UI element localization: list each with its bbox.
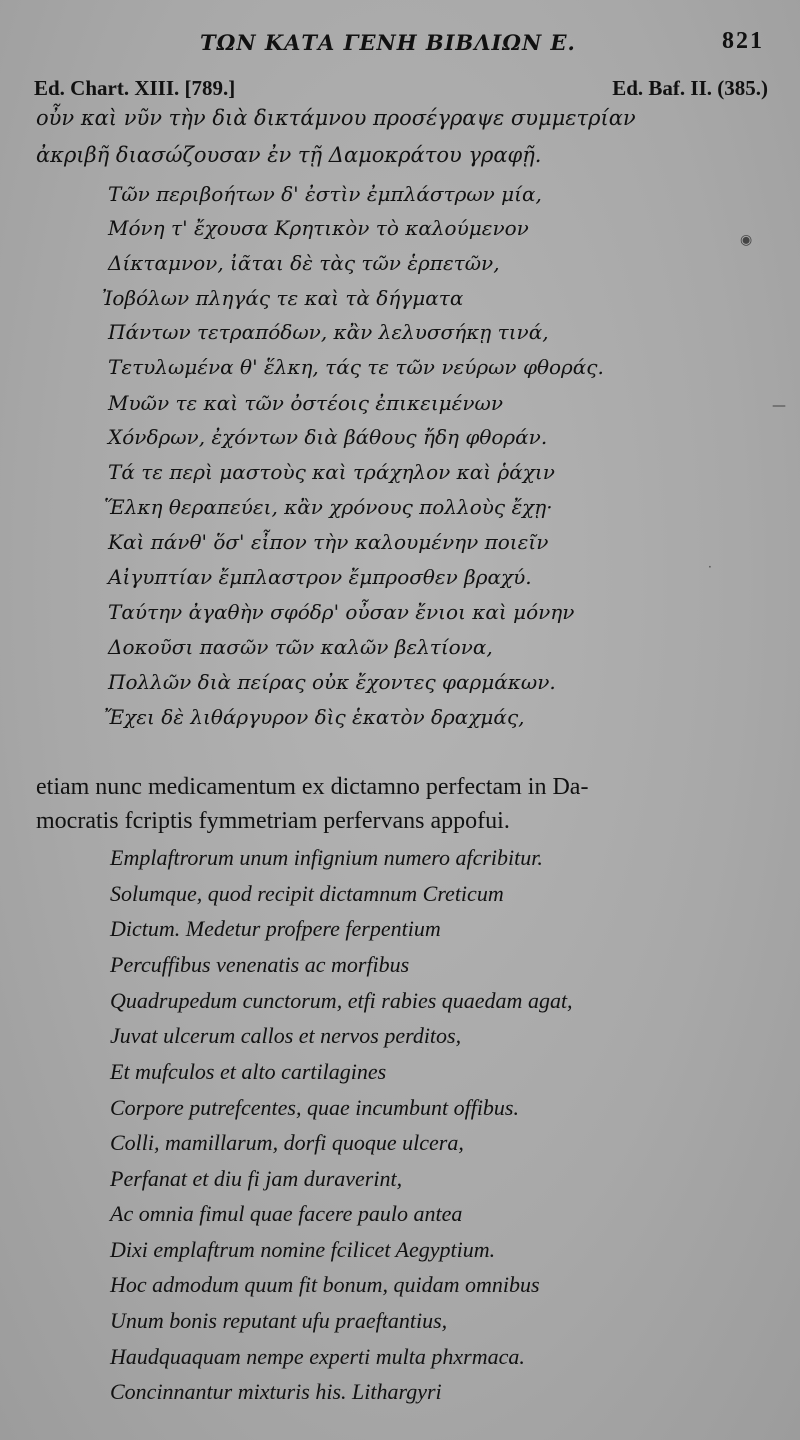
greek-verse-line: Δίκταμνον, ἰᾶται δὲ τὰς τῶν ἑρπετῶν, [108,251,500,275]
latin-verse-line: Perfanat et diu fi jam duraverint, [110,1166,403,1191]
page-number: 821 [722,28,764,54]
greek-prose-line: ἀκριβῆ διασώζουσαν ἐν τῇ Δαμοκράτου γραφῇ. [36,143,542,167]
latin-verse-line: Haudquaquam nempe experti multa phxrmaca. [110,1344,525,1369]
bleed-through-mark: — [772,398,786,414]
greek-verse-line: Χόνδρων, ἐχόντων διὰ βάθους ἤδη φθοράν. [108,425,548,449]
greek-verse-line: Τά τε περὶ μαστοὺς καὶ τράχηλον καὶ ῥάχιν [108,460,555,484]
edition-chart-reference: Ed. Chart. XIII. [789.] [34,76,236,100]
greek-verse-line: Ἕλκη θεραπεύει, κἂν χρόνους πολλοὺς ἔχῃ· [104,495,553,519]
greek-verse-line: Πάντων τετραπόδων, κἂν λελυσσήκῃ τινά, [108,320,549,344]
greek-prose-line: οὖν καὶ νῦν τὴν διὰ δικτάμνου προσέγραψε συμμετρίαν [36,106,636,130]
latin-verse-line: Ac omnia fimul quae facere paulo antea [110,1201,463,1226]
running-head [0,30,800,60]
greek-verse-line: Ταύτην ἀγαθὴν σφόδρ' οὖσαν ἔνιοι καὶ μόνην [108,600,575,624]
greek-verse-line: Ἔχει δὲ λιθάργυρον δὶς ἑκατὸν δραχμάς, [104,705,525,729]
latin-verse-line: Colli, mamillarum, dorfi quoque ulcera, [110,1130,464,1155]
latin-verse-line: Percuffibus venenatis ac morfibus [110,952,410,977]
edition-reference-line [34,76,768,106]
greek-verse-line: Ἰοβόλων πληγάς τε καὶ τὰ δήγματα [102,286,464,310]
latin-verse-line: Dictum. Medetur profpere ferpentium [110,916,441,941]
latin-verse-line: Quadrupedum cunctorum, etfi rabies quaedam agat, [110,988,573,1013]
latin-verse-line: Emplaftrorum unum infignium numero afcribitur. [110,845,543,870]
latin-verse-line: Solumque, quod recipit dictamnum Creticum [110,881,504,906]
greek-verse-line: Μόνη τ' ἔχουσα Κρητικὸν τὸ καλούμενον [108,216,529,240]
latin-verse-line: Hoc admodum quum fit bonum, quidam omnibus [110,1272,540,1297]
running-head-title: ΤΩΝ ΚΑΤΑ ΓΕΝΗ ΒΙΒΛΙΩΝ Ε. [200,30,576,55]
greek-verse-line: Καὶ πάνθ' ὅσ' εἶπον τὴν καλουμένην ποιεῖν [108,530,549,554]
bleed-through-mark: ◉ [740,232,753,248]
greek-verse-line: Πολλῶν διὰ πείρας οὐκ ἔχοντες φαρμάκων. [108,670,556,694]
latin-verse-line: Unum bonis reputant ufu praeftantius, [110,1308,448,1333]
greek-verse-line: Αἰγυπτίαν ἔμπλαστρον ἔμπροσθεν βραχύ. [108,565,532,589]
edition-basel-reference: Ed. Baf. II. (385.) [612,76,768,100]
greek-verse-line: Τῶν περιβοήτων δ' ἐστὶν ἐμπλάστρων μία, [108,182,542,206]
bleed-through-mark: · [708,560,712,574]
greek-verse-line: Τετυλωμένα θ' ἕλκη, τάς τε τῶν νεύρων φθοράς. [108,355,604,379]
latin-prose-line: mocratis fcriptis fymmetriam perfervans appofui. [36,808,510,834]
latin-verse-line: Et mufculos et alto cartilagines [110,1059,387,1084]
latin-verse-line: Corpore putrefcentes, quae incumbunt offibus. [110,1095,519,1120]
greek-verse-line: Δοκοῦσι πασῶν τῶν καλῶν βελτίονα, [108,635,493,659]
latin-verse-line: Dixi emplaftrum nomine fcilicet Aegyptium. [110,1237,496,1262]
latin-prose-line: etiam nunc medicamentum ex dictamno perfectam in Da- [36,774,589,800]
latin-verse-line: Juvat ulcerum callos et nervos perditos, [110,1023,462,1048]
greek-verse-line: Μυῶν τε καὶ τῶν ὀστέοις ἐπικειμένων [108,391,504,415]
latin-verse-line: Concinnantur mixturis his. Lithargyri [110,1379,442,1404]
